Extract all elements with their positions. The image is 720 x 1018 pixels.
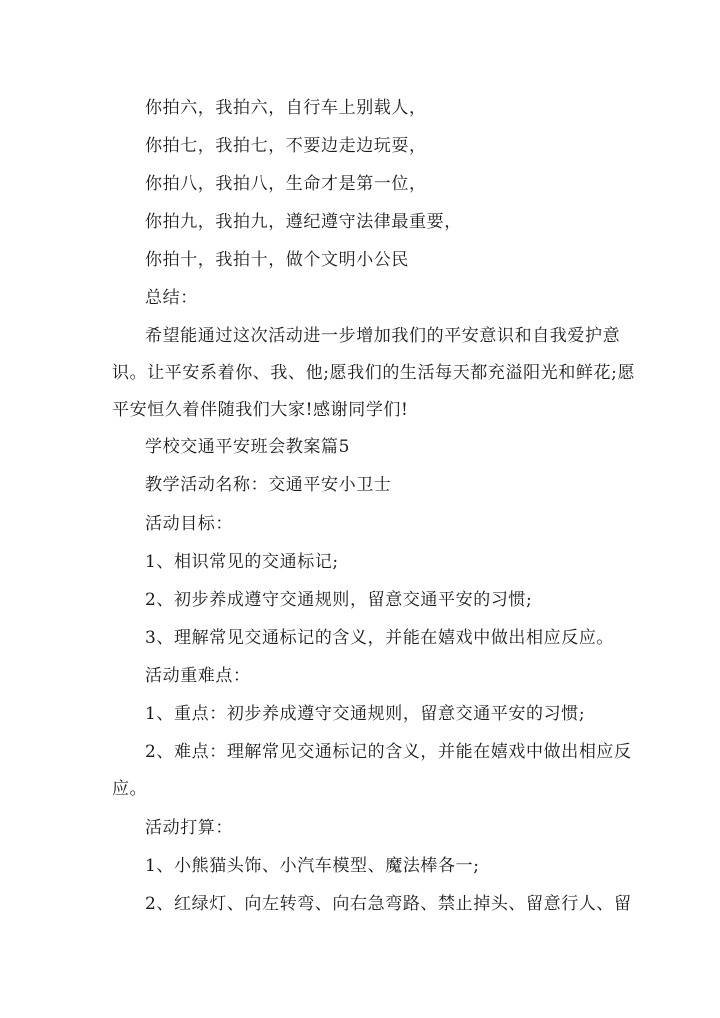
poem-line-7: 你拍七，我拍七，不要边走边玩耍， [145,136,427,156]
key-points-heading: 活动重难点： [145,666,251,686]
goal-item-3: 3、理解常见交通标记的含义，并能在嬉戏中做出相应反应。 [145,628,615,648]
summary-heading: 总结： [145,288,198,308]
goals-heading: 活动目标： [145,514,233,534]
activity-name: 教学活动名称：交通平安小卫士 [145,475,392,495]
poem-line-10: 你拍十，我拍十，做个文明小公民 [145,250,409,270]
goal-item-1: 1、相识常见的交通标记; [145,552,339,572]
poem-line-6: 你拍六，我拍六，自行车上别载人， [145,98,427,118]
key-point-item-2-cont: 应。 [112,779,148,799]
preparation-item-2: 2、红绿灯、向左转弯、向右急弯路、禁止掉头、留意行人、留 [145,894,632,914]
key-point-item-1: 1、重点：初步养成遵守交通规则，留意交通平安的习惯; [145,704,586,724]
poem-line-9: 你拍九，我拍九，遵纪遵守法律最重要， [145,212,462,232]
goal-item-2: 2、初步养成遵守交通规则，留意交通平安的习惯; [145,590,533,610]
summary-paragraph-line-2: 识。让平安系着你、我、他;愿我们的生活每天都充溢阳光和鲜花;愿 [112,363,636,383]
key-point-item-2: 2、难点：理解常见交通标记的含义，并能在嬉戏中做出相应反 [145,742,632,762]
summary-paragraph-line-3: 平安恒久着伴随我们大家!感谢同学们! [112,400,409,420]
poem-line-8: 你拍八，我拍八，生命才是第一位， [145,174,427,194]
preparation-heading: 活动打算： [145,818,233,838]
preparation-item-1: 1、小熊猫头饰、小汽车模型、魔法棒各一; [145,856,480,876]
summary-paragraph-line-1: 希望能通过这次活动进一步增加我们的平安意识和自我爱护意 [145,326,621,346]
section-title: 学校交通平安班会教案篇5 [145,437,351,457]
